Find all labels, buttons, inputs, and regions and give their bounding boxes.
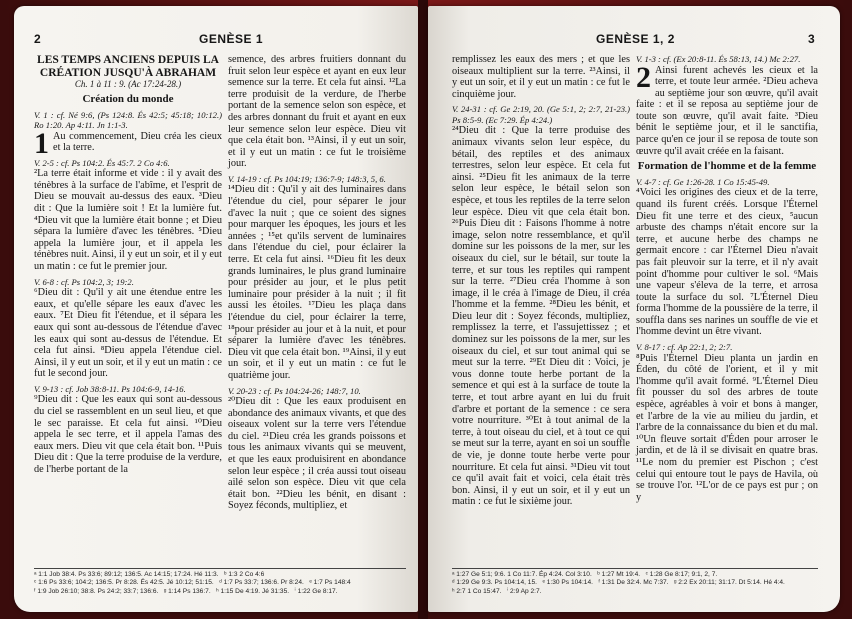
footnote-rule xyxy=(452,568,818,569)
verse-paragraph: remplissez les eaux des mers ; et que les oiseaux multiplient sur la terre. ²³Ainsi, il y eut un soir, et il y eut un matin : ce fut le cinquième jour. xyxy=(452,54,630,100)
section-heading: Création du monde xyxy=(82,93,174,105)
verse-paragraph: ⁸Puis l'Éternel Dieu planta un jardin en Éden, du côté de l'orient, et il y mit l'homme qu'il avait formé. ⁹L'Éternel Dieu fit pousser du sol des arbres de toute espèce, agréables à voir et bons à manger, et l'arbre de la vie au milieu du jardin, et l'arbre de la connaissance du bien et du mal. ¹⁰Un fleuve sortait d'Éden pour arroser le jardin, et de là il se divisait en quatre bras. ¹¹Le nom du premier est Pischon ; c'est celui qui entoure tout le pays de Havila, où se trouve l'or. ¹²L'or de ce pays est pur ; on y xyxy=(636,352,818,503)
chapter-number: 1 xyxy=(34,126,49,160)
left-column-2 xyxy=(228,54,406,512)
right-column-2 xyxy=(636,54,818,503)
book-heading: LES TEMPS ANCIENS DEPUIS LA CRÉATION JUSQU'À ABRAHAM xyxy=(37,54,219,79)
chapter-number: 2 xyxy=(636,60,651,94)
right-footnotes: ᵃ 1:27 Ge 5:1; 9:6. 1 Co 11:7. Ép 4:24. Col 3:10. ᵇ 1:27 Mt 19:4. ᶜ 1:28 Ge 8:17; 9:1, 2, 7. ᵈ 1:29 Ge 9:3. Ps 104:14, 15. ᵉ 1:30 Ps 104:14. ᶠ 1:31 De 32:4. Mc 7:37. ᵍ 2:2 Ex 20:11; 31:17. Dt 5:14. Hé 4:4. ʰ 2:7 1 Co 15:47. ⁱ 2:9 Ap 2:7. xyxy=(452,571,785,595)
cross-reference: V. 2-5 : cf. Ps 104:2. És 45:7. 2 Co 4:6. xyxy=(34,157,170,168)
verse-paragraph: ²⁴Dieu dit : Que la terre produise des animaux vivants selon leur espèce, du bétail, des reptiles et des animaux terrestres, selon leur espèce. Et cela fut ainsi. ²⁵Dieu fit les animaux de la terre selon leur espèce, le bétail selon son espèce, et tous les reptiles de la terre selon leur espèce. Dieu vit que cela était bon. ²⁶Puis Dieu dit : Faisons l'homme à notre image, selon notre ressemblance, et qu'il domine sur les poissons de la mer, sur les oiseaux du ciel, sur le bétail, sur toute la terre, et sur tous les reptiles qui rampent sur la terre. ²⁷Dieu créa l'homme à son image, il le créa à l'image de Dieu, il créa l'homme et la femme. ²⁸Dieu les bénit, et Dieu leur dit : Soyez féconds, multipliez, remplissez la terre, et l'assujettissez ; et dominez sur les poissons de la mer, sur les oiseaux du ciel, et sur tout animal qui se meut sur la terre. ²⁹Et Dieu dit : Voici, je vous donne toute herbe portant de la semence et qui est à la surface de toute la terre, et tout arbre ayant en lui du fruit d'arbre et portant de la semence : ce sera votre nourriture. ³⁰Et à tout animal de la terre, à tout oiseau du ciel, et à tout ce qui se meut sur la terre, ayant en soi un souffle de vie, je donne toute herbe verte pour nourriture. Et cela fut ainsi. ³¹Dieu vit tout ce qu'il avait fait et voici, cela était très bon. Ainsi, il y eut un soir, et il y eut un matin : ce fut le sixième jour. xyxy=(452,125,630,508)
verse-paragraph: ¹⁴Dieu dit : Qu'il y ait des luminaires dans l'étendue du ciel, pour séparer le jour d'avec la nuit ; que ce soient des signes pour marquer les époques, les jours et les années ; ¹⁵et qu'ils servent de luminaires dans l'étendue du ciel, pour éclairer la terre. Et cela fut ainsi. ¹⁶Dieu fit les deux grands luminaires, le plus grand luminaire pour présider au jour, et le plus petit luminaire pour présider à la nuit ; il fit aussi les étoiles. ¹⁷Dieu les plaça dans l'étendue du ciel, pour éclairer la terre, ¹⁸pour présider au jour et à la nuit, et pour séparer la lumière d'avec les ténèbres. Dieu vit que cela était bon. ¹⁹Ainsi, il y eut un soir, et il y eut un matin : ce fut le quatrième jour. xyxy=(228,184,406,381)
verse-paragraph: semence, des arbres fruitiers donnant du fruit selon leur espèce et ayant en eux leur semence sur la terre. Et cela fut ainsi. ¹²La terre produisit de la verdure, de l'herbe portant de la semence selon son espèce, et des arbres donnant du fruit et ayant en eux leur semence selon leur espèce. Dieu vit que cela était bon. ¹³Ainsi, il y eut un soir, et il y eut un matin : ce fut le troisième jour. xyxy=(228,54,406,170)
book-gutter xyxy=(418,0,428,619)
footnote-rule xyxy=(34,568,406,569)
right-page-number: 3 xyxy=(808,32,815,46)
right-page xyxy=(428,6,840,612)
verse-paragraph xyxy=(34,126,222,160)
cross-reference: V. 4-7 : cf. Ge 1:26-28. 1 Co 15:45-49. xyxy=(636,176,770,187)
left-page xyxy=(14,6,418,612)
verse-paragraph: ⁴Voici les origines des cieux et de la terre, quand ils furent créés. Lorsque l'Éternel Dieu fit une terre et des cieux, ⁵aucun arbuste des champs n'était encore sur la terre, et aucune herbe des champs ne germait encore : car l'Éternel Dieu n'avait pas fait pleuvoir sur la terre, et il n'y avait point d'homme pour cultiver le sol. ⁶Mais une vapeur s'éleva de la terre, et arrosa toute la surface du sol. ⁷L'Éternel Dieu forma l'homme de la poussière de la terre, il souffla dans ses narines un souffle de vie et l'homme devint un être vivant. xyxy=(636,187,818,338)
verse-paragraph: ²La terre était informe et vide : il y avait des ténèbres à la surface de l'abîme, et l'esprit de Dieu se mouvait au-dessus des eaux. ³Dieu dit : Que la lumière soit ! Et la lumière fut. ⁴Dieu vit que la lumière était bonne ; et Dieu sépara la lumière d'avec les ténèbres. ⁵Dieu appela la lumière jour, et il appela les ténèbres nuit. Ainsi, il y eut un soir, et il y eut un matin : ce fut le premier jour. xyxy=(34,168,222,273)
verse-text: Au commencement, Dieu créa les cieux et la terre. xyxy=(53,130,222,154)
cross-reference: V. 6-8 : cf. Ps 104:2, 3; 19:2. xyxy=(34,276,134,287)
cross-reference: V. 1 : cf. Né 9:6, (Ps 124:8. És 42:5; 45:18; 10:12.) Ro 1:20. Ap 4:11. Jn 1:1-3. xyxy=(34,109,222,131)
cross-reference: V. 9-13 : cf. Job 38:8-11. Ps 104:6-9, 14-16. xyxy=(34,383,186,394)
left-running-head xyxy=(14,32,418,48)
left-column-1 xyxy=(34,54,222,476)
left-page-number: 2 xyxy=(34,32,41,46)
left-footnotes: ᵃ 1:1 Job 38:4. Ps 33:6; 89:12; 136:5. Ac 14:15; 17:24. Hé 11:3. ᵇ 1:3 2 Co 4:6 ᶜ 1:6 Ps 33:6; 104:2; 136:5. Pr 8:28. És 42:5. Jé 10:12; 51:15. ᵈ 1:7 Ps 33:7; 136:6. Pr 8:24. ᵉ 1:7 Ps 148:4 ᶠ 1:9 Job 26:10; 38:8. Ps 24:2; 33:7; 136:6. ᵍ 1:14 Ps 136:7. ʰ 1:15 De 4:19. Jé 31:35. ⁱ 1:22 Ge 8:17. xyxy=(34,571,351,595)
verse-paragraph: ²⁰Dieu dit : Que les eaux produisent en abondance des animaux vivants, et que des oiseaux volent sur la terre vers l'étendue du ciel. ²¹Dieu créa les grands poissons et tous les animaux vivants qui se meuvent, et que les eaux produisirent en abondance selon leur espèce ; il créa aussi tout oiseau ailé selon son espèce. Dieu vit que cela était bon. ²²Dieu les bénit, en disant : Soyez féconds, multipliez, et xyxy=(228,396,406,512)
cross-reference: V. 1-3 : cf. (Ex 20:8-11. És 58:13, 14.) Mc 2:27. xyxy=(636,54,801,64)
left-running-title: GENÈSE 1 xyxy=(199,32,264,46)
right-running-title: GENÈSE 1, 2 xyxy=(596,32,675,46)
cross-reference: V. 24-31 : cf. Ge 2:19, 20. (Ge 5:1, 2; 2:7, 21-23.) Ps 8:5-9. (Ec 7:29. Ép 4:24.) xyxy=(452,104,630,125)
book-heading-ref: Ch. 1 à 11 : 9. (Ac 17:24-28.) xyxy=(74,79,182,89)
verse-text: Ainsi furent achevés les cieux et la terre, et toute leur armée. ²Dieu acheva au septième jour son œuvre, qu'il avait faite : et il se reposa au septième jour de toute son œuvre, qu'il avait faite. ³Dieu bénit le septième jour, et il le sanctifia, parce qu'en ce jour il se reposa de toute son œuvre qu'il avait créée en la faisant. xyxy=(636,64,818,157)
section-heading: Formation de l'homme et de la femme xyxy=(637,160,817,173)
cross-reference: V. 20-23 : cf. Ps 104:24-26; 148:7, 10. xyxy=(228,385,361,396)
right-column-1 xyxy=(452,54,630,508)
verse-paragraph xyxy=(636,60,818,158)
verse-paragraph: ⁹Dieu dit : Que les eaux qui sont au-dessous du ciel se rassemblent en un seul lieu, et que le sec paraisse. Et cela fut ainsi. ¹⁰Dieu appela le sec terre, et il appela l'amas des eaux mers. Dieu vit que cela était bon. ¹¹Puis Dieu dit : Que la terre produise de la verdure, de l'herbe portant de la xyxy=(34,394,222,475)
cross-reference: V. 8-17 : cf. Ap 22:1, 2; 2:7. xyxy=(636,342,733,353)
right-running-head xyxy=(428,32,840,48)
cross-reference: V. 14-19 : cf. Ps 104:19; 136:7-9; 148:3, 5, 6. xyxy=(228,173,386,184)
verse-paragraph: ⁶Dieu dit : Qu'il y ait une étendue entre les eaux, et qu'elle sépare les eaux d'avec les eaux. ⁷Et Dieu fit l'étendue, et il sépara les eaux qui sont au-dessous de l'étendue d'avec les eaux qui sont au-dessus de l'étendue. Et cela fut ainsi. ⁸Dieu appela l'étendue ciel. Ainsi, il y eut un soir, et il y eut un matin : ce fut le second jour. xyxy=(34,287,222,380)
